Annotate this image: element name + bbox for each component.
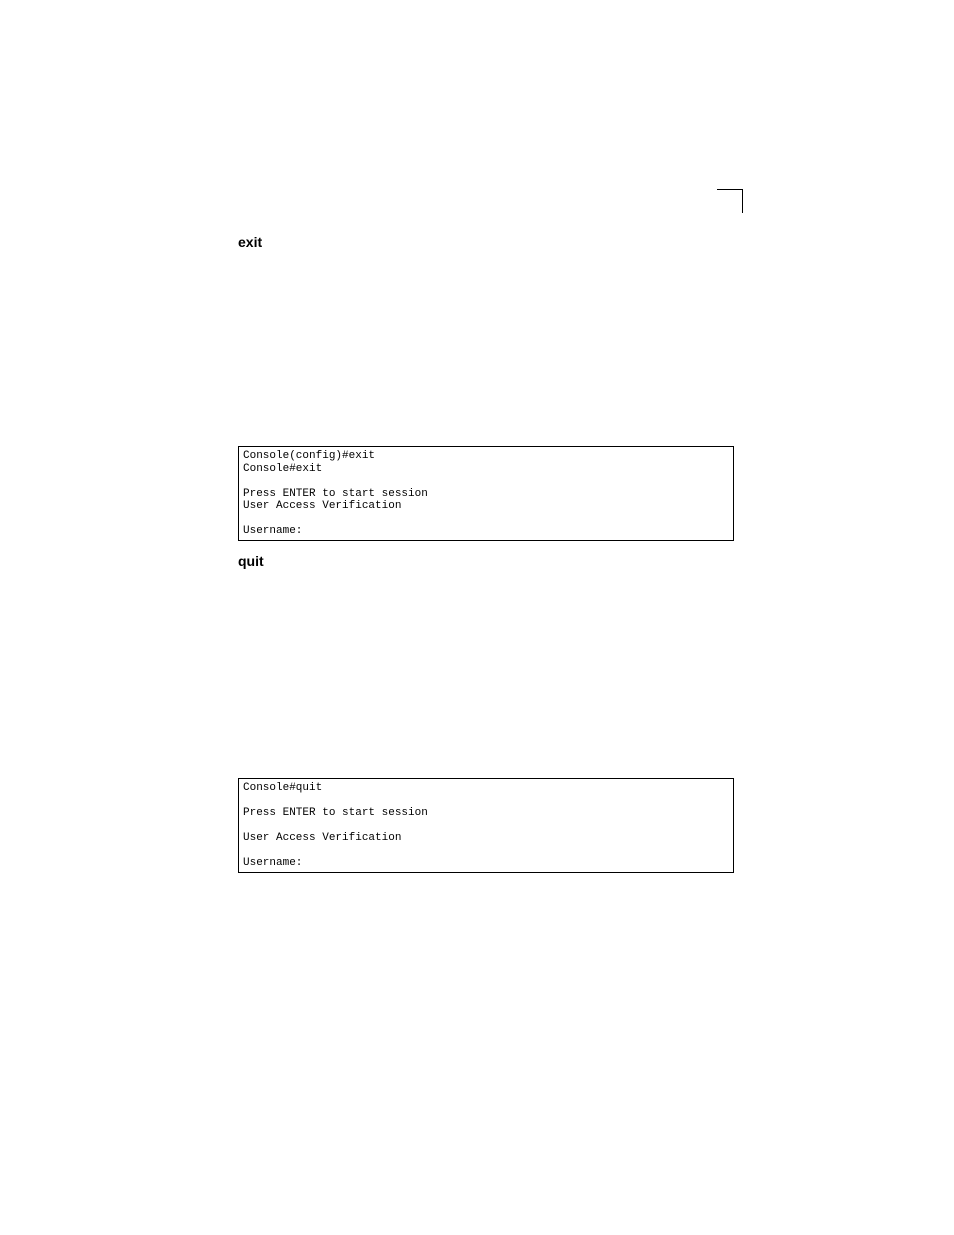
code-line: Console(config)#exit bbox=[243, 450, 376, 462]
code-line: Console#exit bbox=[243, 462, 323, 475]
code-example-exit bbox=[238, 446, 734, 541]
page-corner-mark-vertical bbox=[742, 189, 743, 213]
code-line: Username: bbox=[243, 525, 303, 537]
code-example-quit bbox=[238, 778, 734, 873]
code-line: Press ENTER to start session bbox=[243, 487, 428, 500]
code-line: Press ENTER to start session bbox=[243, 807, 428, 819]
section-heading-quit: quit bbox=[238, 553, 264, 569]
page-corner-mark-horizontal bbox=[717, 189, 743, 190]
code-line: User Access Verification bbox=[243, 832, 402, 844]
code-line: Console#quit bbox=[243, 782, 323, 794]
section-heading-exit: exit bbox=[238, 234, 263, 250]
code-line bbox=[243, 513, 733, 526]
code-line: User Access Verification bbox=[243, 500, 402, 512]
code-line bbox=[243, 845, 733, 858]
code-line bbox=[243, 795, 733, 808]
code-line bbox=[243, 820, 733, 833]
code-line: Username: bbox=[243, 857, 303, 869]
code-line bbox=[243, 475, 733, 488]
